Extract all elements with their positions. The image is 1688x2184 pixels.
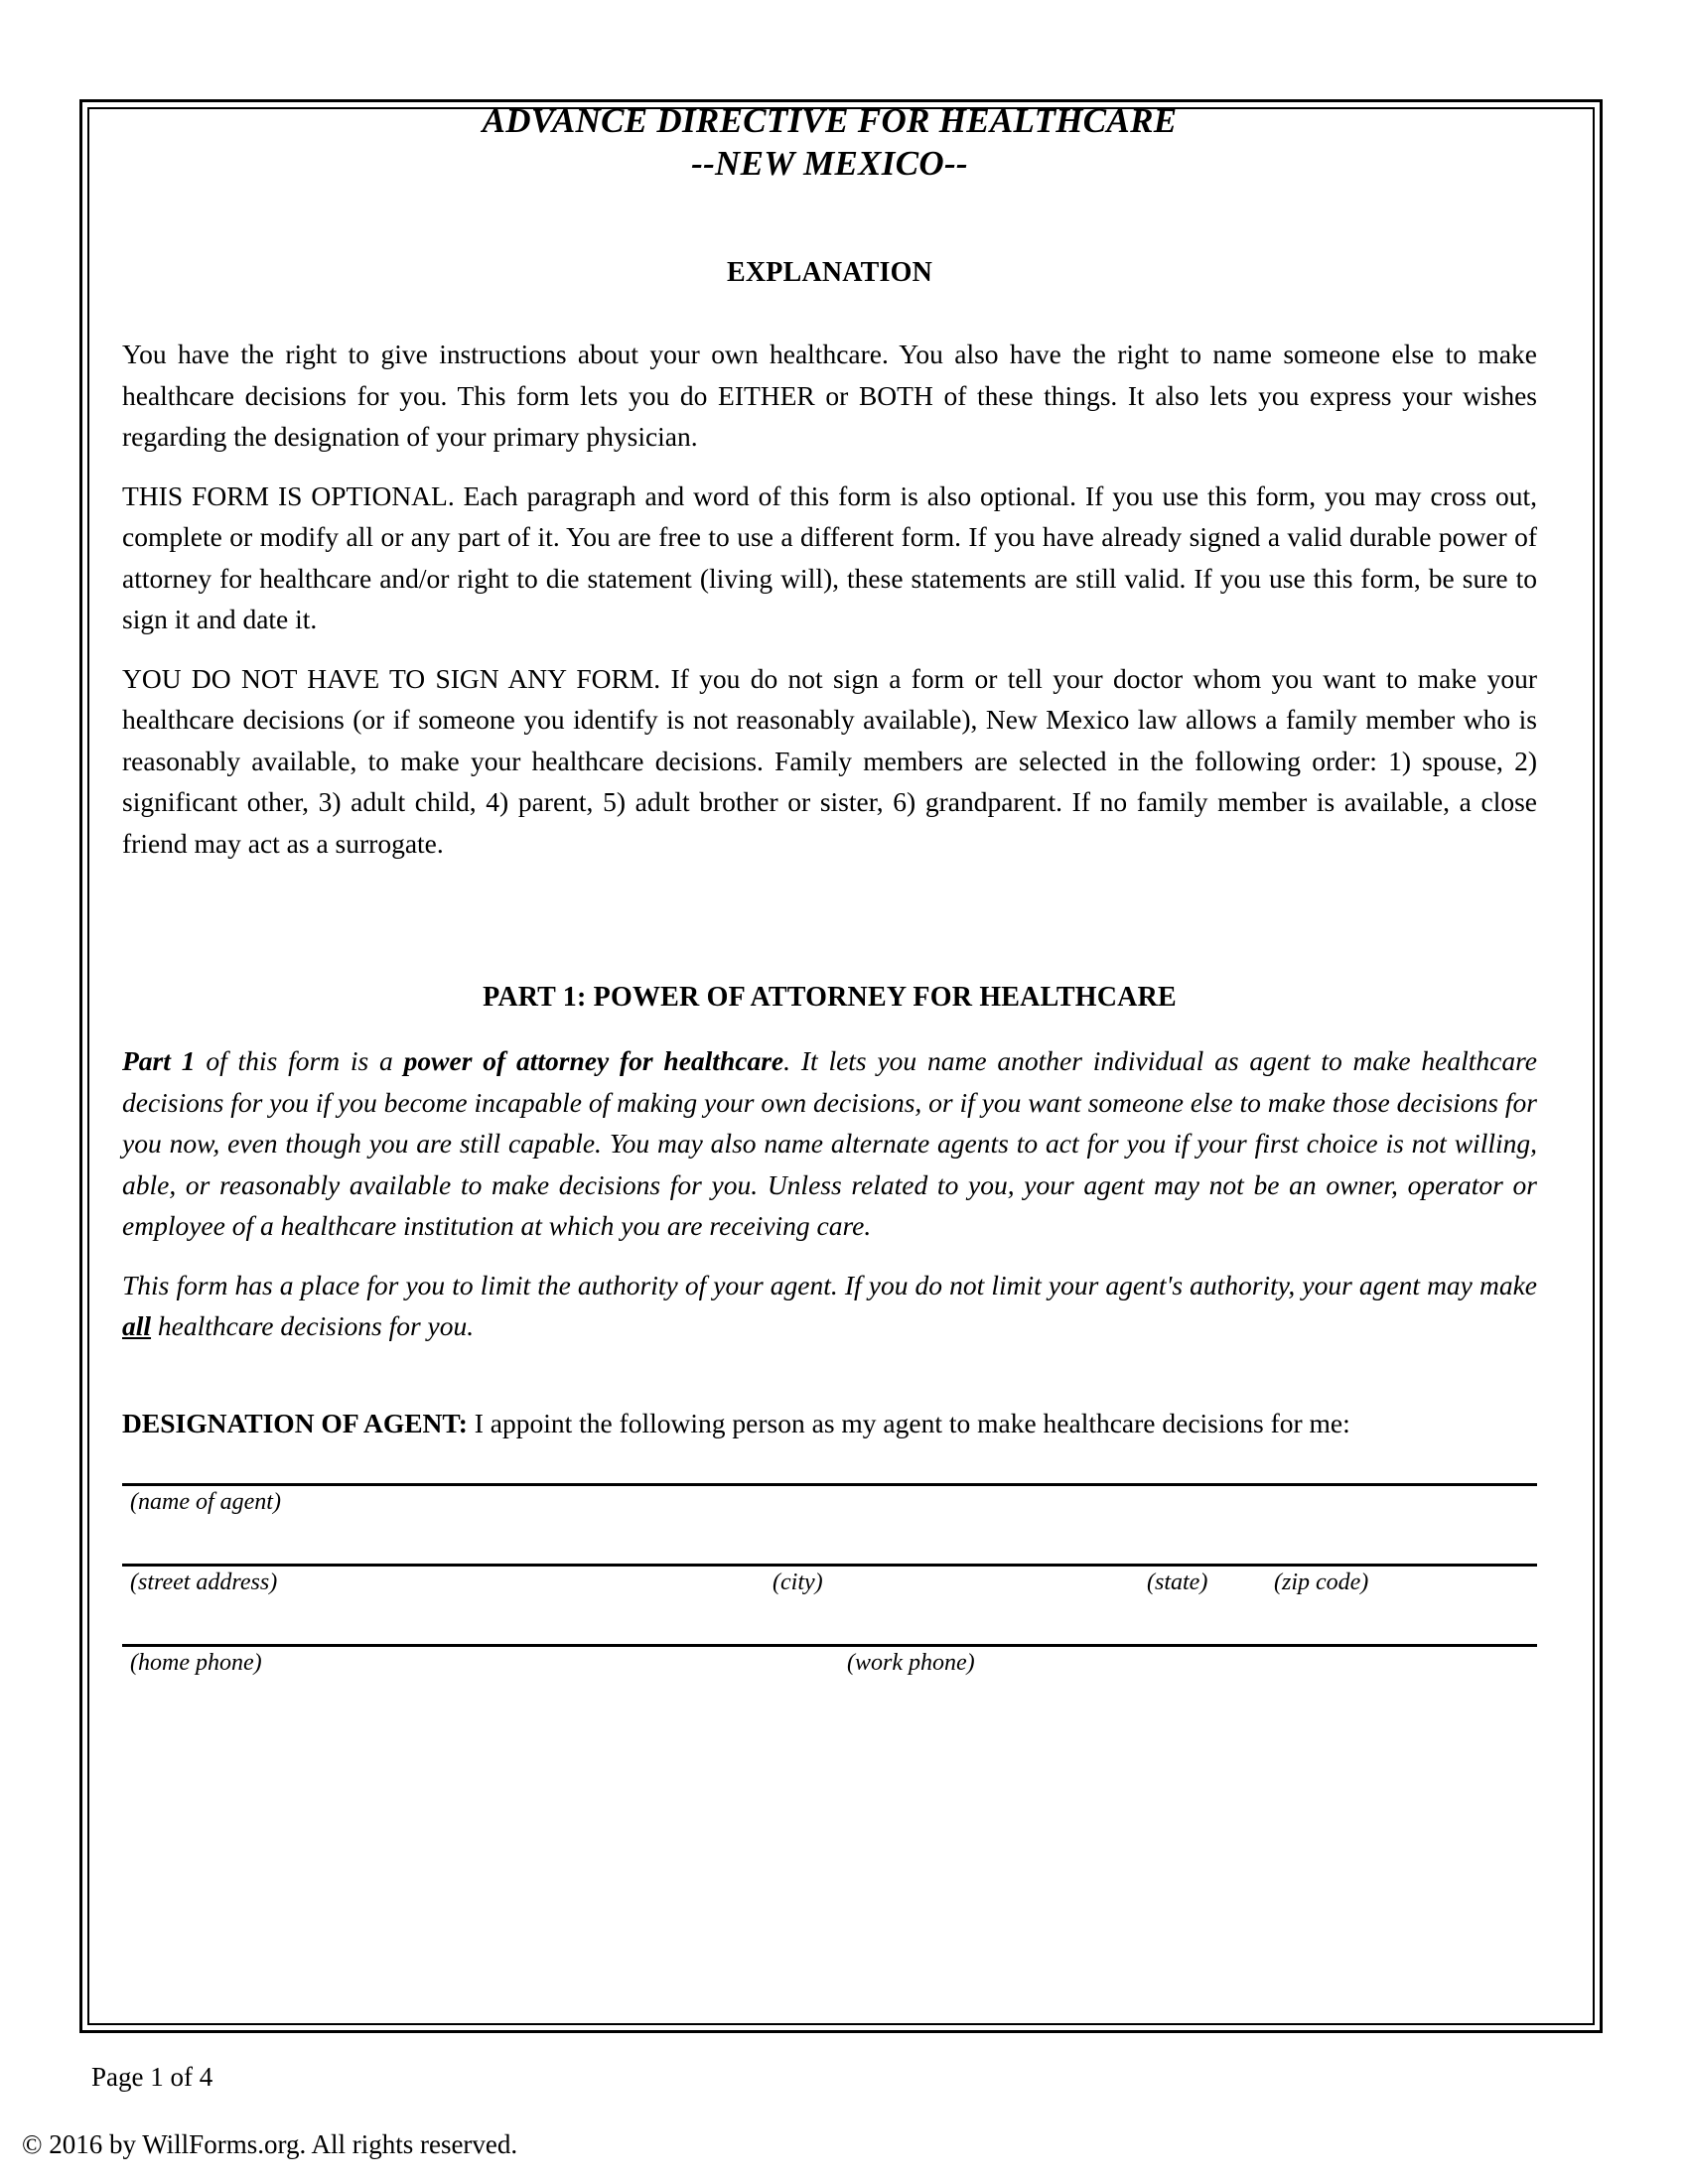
part1-limit-authority-paragraph xyxy=(122,1265,1537,1347)
designation-of-agent-text: I appoint the following person as my agent to make healthcare decisions for me: xyxy=(467,1407,1350,1438)
part1-intro-text-a: of this form is a xyxy=(195,1045,404,1076)
spacer xyxy=(122,1347,1537,1403)
explanation-p1-part-c: of these things. It also lets you express your wishes regarding the designation of your primary physician. xyxy=(122,379,1537,452)
address-labels xyxy=(122,1567,1537,1602)
part1-limit-all-emphasis: all xyxy=(122,1310,152,1341)
part1-limit-text-b: healthcare decisions for you. xyxy=(151,1310,475,1341)
part1-intro-paragraph xyxy=(122,1040,1537,1247)
label-home-phone: (home phone) xyxy=(130,1650,262,1676)
designation-of-agent-label: DESIGNATION OF AGENT: xyxy=(122,1407,468,1438)
label-work-phone: (work phone) xyxy=(847,1650,975,1676)
part1-intro-bold-part1: Part 1 xyxy=(122,1045,196,1076)
spacer xyxy=(122,185,1537,256)
field-name-of-agent[interactable] xyxy=(122,1483,1537,1522)
label-name-of-agent: (name of agent) xyxy=(130,1489,281,1515)
spacer xyxy=(122,1443,1537,1483)
explanation-heading: EXPLANATION xyxy=(726,257,933,288)
page-number: Page 1 of 4 xyxy=(91,2062,213,2092)
document-title xyxy=(122,99,1537,185)
explanation-paragraph-1 xyxy=(122,334,1537,458)
explanation-p1-part-a: You have the right to give instructions about your own healthcare. You also have the right to name someone else to make healthcare decisions for you. This form lets you do xyxy=(122,339,1537,411)
label-street-address: (street address) xyxy=(130,1570,278,1595)
label-city: (city) xyxy=(773,1570,823,1595)
label-zip-code: (zip code) xyxy=(1274,1570,1369,1595)
spacer xyxy=(122,1522,1537,1564)
explanation-paragraph-2: THIS FORM IS OPTIONAL. Each paragraph and word of this form is also optional. If you use this form, you may cross out, complete or modify all or any part of it. You are free to use a different form. If you have already signed a valid durable power of attorney for healthcare and/or right to die statement (living will), these statements are still valid. If you use this form, be sure to sign it and date it. xyxy=(122,479,1537,634)
spacer xyxy=(122,458,1537,476)
designation-of-agent-line xyxy=(122,1403,1537,1444)
document-content xyxy=(122,99,1537,1683)
label-state: (state) xyxy=(1147,1570,1208,1595)
spacer xyxy=(122,864,1537,981)
explanation-p1-part-b: or xyxy=(814,379,859,411)
spacer xyxy=(122,1247,1537,1265)
spacer xyxy=(122,640,1537,658)
spacer xyxy=(122,1602,1537,1644)
explanation-p1-both: BOTH xyxy=(858,379,933,411)
field-phones[interactable] xyxy=(122,1644,1537,1683)
part1-heading: PART 1: POWER OF ATTORNEY FOR HEALTHCARE xyxy=(483,982,1177,1013)
part1-limit-text-a: This form has a place for you to limit the authority of your agent. If you do not limit your agent's authority, your agent may make xyxy=(122,1269,1537,1300)
explanation-p1-either: EITHER xyxy=(718,379,815,411)
explanation-paragraph-3: YOU DO NOT HAVE TO SIGN ANY FORM. If you do not sign a form or tell your doctor whom you want to make your healthcare decisions (or if someone you identify is not reasonably available), New Mexico law allows a family member who is reasonably available, to make your healthcare decisions. Family members are selected in the following order: 1) spouse, 2) significant other, 3) adult child, 4) parent, 5) adult brother or sister, 6) grandparent. If no family member is available, a close friend may act as a surrogate. xyxy=(122,662,1537,859)
copyright-notice: © 2016 by WillForms.org. All rights reserved. xyxy=(22,2129,518,2159)
part1-intro-bold-poa: power of attorney for healthcare xyxy=(403,1045,784,1076)
spacer xyxy=(122,290,1537,334)
document-title-line1: ADVANCE DIRECTIVE FOR HEALTHCARE xyxy=(482,101,1178,140)
name-of-agent-labels xyxy=(122,1486,1537,1522)
field-address[interactable] xyxy=(122,1564,1537,1602)
spacer xyxy=(122,1015,1537,1040)
phones-labels xyxy=(122,1647,1537,1683)
document-title-line2: --NEW MEXICO-- xyxy=(691,144,968,183)
part1-intro-text-b: . It lets you name another individual as agent to make healthcare decisions for you if you become incapable of making your own decisions, or if you want someone else to make those decisions for you now, even though you are still capable. You may also name alternate agents to act for you if your first choice is not willing, able, or reasonably available to make decisions for you. Unless related to you, your agent may not be an owner, operator or employee of a healthcare institution at which you are receiving care. xyxy=(122,1045,1537,1241)
